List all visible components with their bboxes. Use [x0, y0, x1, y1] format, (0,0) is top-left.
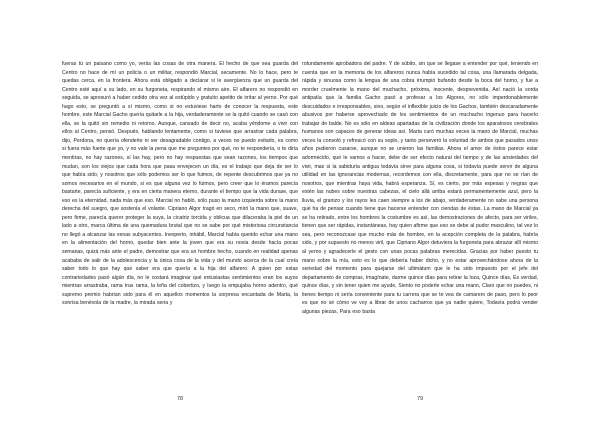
left-page-body-text: fueras tú un paisano como yo, verás las cosas de otra manera. El hecho de que sea guarda del Centro no hace de mí un policía o un militar, respondió Marcial, secamente. No lo hace, pero te quedas cerca, en la frontera. Ahora está obligado a declarar si le avergüenza que un guarda del Centro esté aquí a su lado, en su furgoneta, respirando el mismo aire. El alfarero no respondió en seguida, se apresuró a haber cedido otra vez al estúpido y gratuito apetito de irritar al yerno. Por qué hago esto, se preguntó a sí mismo, como si no estuviese harto de conocer la respuesta, este hombre, este Marcial Gacho quería quitarle a la hija, verdaderamente se la quitó cuando se casó con ella, se la quitó sin remedio ni retorno. Aunque, cansado de decir no, acaba yéndome a vivir con ellos al Centro, pensó. Después, hablando lentamente, como si tuviese que arrastrar cada palabra, dijo, Perdona, no quería ofenderte ni ser desagradable contigo, a veces no puedo evitarlo, es como si fuera más fuerte que yo, y no vale la pena que me preguntes por qué, no te respondería, o te diría mentiras, no hay razones, sí las hay, pero no hay respuestas que sean razones, los tiempos que mudan, son los viejos que cada hora que pasa envejecen un día, es el trabajo que deja de ser lo que había sido, y nosotros que sólo podemos ser lo que fuimos, de repente descubrimos que ya no somos necesarios en el mundo, si es que alguna vez lo fuimos, pero creer que lo éramos parecía bastarte, parecía suficiente, y era en cierta manera eterno, durante el tiempo que la vida durase, que eso es la eternidad, nada más que eso. Marcial no habló, sólo puso la mano izquierda sobre la mano derecha del suegro, que sostenía el volante. Cipriano Algor tragó en seco, miró la mano que, suave, pero firme, parecía querer proteger la suya, la cicatriz torcida y oblicua que dilaceraba la piel de un lado a otro, marca última de una quemadura brutal que no se sabe por qué misteriosa circunstancia no llegó a alcanzar las venas subyacentes. Inexperto, inhábil, Marcial había querido echar una mano en la alimentación del horno, quedar bien ante la joven que era su novia desde hacía pocas semanas, quizá más ante el padre, demostrar que era un hombre hecho, cuando en realidad apenas acababa de salir de la adolescencia y la única cosa de la vida y del mundo acerca de la cual creía saber todo lo que hay que saber era que quería a la hija del alfarero. A quien por estas contrariedades pasó algún día, no le costará imaginar qué entusiastas sentimientos eran los suyos mientras arrastraba, rama tras rama, la leña del cobertizo, y luego la empujaba horno adentro, qué supremo premio habrían sido para él en aquellos momentos la sorpresa encantada de Marta, la sonrisa benévola de la madre, la mirada seria y	[62, 61, 298, 307]
right-page	[302, 60, 538, 386]
right-page-number: 79	[416, 396, 424, 402]
left-page	[62, 60, 298, 386]
left-page-number: 78	[176, 396, 184, 402]
right-page-body-text: rotundamente aprobadora del padre. Y de súbito, sin que se llegase a entender por qué, teniendo en cuenta que en la memoria de los alfareros nunca había sucedido tal cosa, una llamarada delgada, rápida y sinuosa como la lengua de una cobra irrumpió bufando desde la boca del horno, y fue a morder cruelmente la mano del muchacho, próxima, inocente, desprevenida. Así nació la sorda antipatía que la familia Gacho pasó a profesar a los Algores, no sólo imperdonablemente descuidados e irresponsables, sino, según el inflexible juicio de los Gachos, también descaradamente abusivos por haberse aprovechado de los sentimientos de un muchacho ingenuo para hacerlo trabajar de balde. No es sólo en aldeas apartadas de la civilización donde los aparatosos cerebrales humanos son capaces de generar ideas así. Marta curó muchas veces la mano de Marcial, muchas veces la consoló y refrescó con su soplo, y tanto perseveró la voluntad de ambos que pasados unos años pudieron casarse, aunque no se unieron las familias. Ahora el amor de éstos parece estar adormecido, qué le vamos a hacer, debe de ser efecto natural del tiempo y de las ansiedades del vivir, mas si la sabiduría antigua todavía sirve para alguna cosa, si todavía puede servir de alguna utilidad en las ignorancias modernas, recordemos con ella, discretamente, para que no se rían de nosotros, que mientras haya vida, habrá esperanza. Sí, es cierto, por más espesas y negras que estén las nubes sobre nuestras cabezas, el cielo allá arriba estará permanentemente azul, pero la lluvia, el granizo y los rayos les caen siempre a los de abajo, verdaderamente no sabe una persona qué ha de pensar cuando tiene que hacerse entender con ciendas de éstas. La mano de Marcial ya se ha retirado, entre los hombres la costumbre es así, las demostraciones de afecto, para ser viriles, tienen que ser rápidas, instantáneas, hay quien afirme que eso se debe al pudor masculino, tal vez lo sea, pero reconozcase que mucho más de hombre, en la acepción completa de la palabra, habría sido, y por supuesto no menos viril, que Cipriano Algor detuviera la furgoneta para abrazar allí mismo al yerno y agradecerle el gesto con unas pocas palabras merecidas. Gracias por haber puesto tu mano sobre la mía, esto es lo que debería haber dicho, y no estar aprovechándose ahora de la seriedad del momento para quejarse del ultimátum que le ha sido impuesto por el jefe del departamento de compras, Imagínate, darme quince días para retirar la loza, Quince días, Es verdad, quince días, y sin tener quien me ayude, Siento no poderle echar una mano, Claro que no puedes, ni tienes tiempo ni sería conveniente para tu carrera que se te vea de camarero de paso, pero lo peor es que no sé cómo ve voy a librar de unos cacharros que ya nadie quiere, Todavía podrá vender algunas piezas, Para eso basta	[302, 61, 538, 315]
